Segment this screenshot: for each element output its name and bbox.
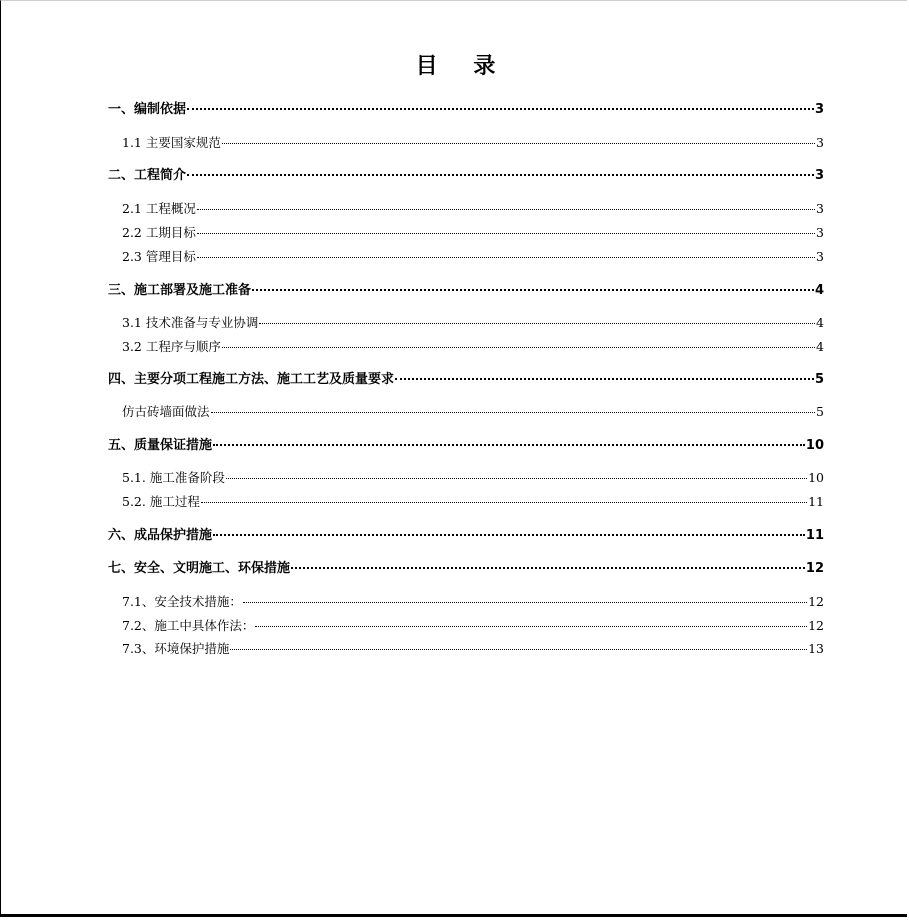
toc-entry-5[interactable] bbox=[108, 437, 824, 455]
toc-entry-page: 10 bbox=[808, 470, 824, 485]
dot-leader bbox=[255, 625, 807, 627]
toc-entry-label: 2.3 管理目标 bbox=[122, 249, 196, 264]
toc-entry-label: 仿古砖墙面做法 bbox=[122, 404, 210, 419]
toc-entry-page: 12 bbox=[808, 594, 824, 609]
toc-entry-page: 4 bbox=[814, 283, 824, 298]
dot-leader bbox=[197, 256, 815, 258]
dot-leader bbox=[213, 443, 805, 446]
dot-leader bbox=[201, 501, 807, 503]
dot-leader bbox=[187, 107, 814, 110]
toc-entry-label: 1.1 主要国家规范 bbox=[122, 135, 221, 150]
toc-entry-7-3[interactable] bbox=[122, 640, 824, 658]
dot-leader bbox=[197, 208, 815, 210]
toc-entry-2-2[interactable] bbox=[122, 224, 824, 242]
toc-entry-page: 3 bbox=[816, 201, 824, 216]
toc-entry-label: 2.2 工期目标 bbox=[122, 225, 196, 240]
dot-leader bbox=[259, 322, 815, 324]
toc-entry-label: 7.2、施工中具体作法： bbox=[122, 618, 255, 633]
toc-entry-2-3[interactable] bbox=[122, 248, 824, 266]
toc-entry-label: 7.3、环境保护措施 bbox=[122, 641, 230, 656]
dot-leader bbox=[197, 232, 815, 234]
toc-entry-page: 3 bbox=[816, 135, 824, 150]
dot-leader bbox=[252, 288, 814, 291]
toc-entry-page: 10 bbox=[805, 438, 824, 453]
toc-entry-6[interactable] bbox=[108, 527, 824, 545]
toc-entry-page: 13 bbox=[808, 641, 824, 656]
dot-leader bbox=[243, 601, 807, 603]
toc-entry-page: 5 bbox=[816, 404, 824, 419]
toc-entry-3-2[interactable] bbox=[122, 338, 824, 356]
toc-entry-page: 4 bbox=[816, 315, 824, 330]
toc-entry-label: 三、施工部署及施工准备 bbox=[108, 283, 252, 298]
toc-entry-1[interactable] bbox=[108, 101, 824, 119]
toc-entry-page: 4 bbox=[816, 339, 824, 354]
toc-entry-7[interactable] bbox=[108, 560, 824, 578]
toc-entry-3[interactable] bbox=[108, 282, 824, 300]
toc-entry-2[interactable] bbox=[108, 167, 824, 185]
dot-leader bbox=[226, 477, 807, 479]
toc-entry-label: 3.1 技术准备与专业协调 bbox=[122, 315, 259, 330]
toc-entry-4-1[interactable] bbox=[122, 403, 824, 421]
toc-entry-4[interactable] bbox=[108, 371, 824, 389]
toc-entry-page: 3 bbox=[814, 168, 824, 183]
toc-entry-7-1[interactable] bbox=[122, 593, 824, 611]
toc-entry-label: 一、编制依据 bbox=[108, 102, 187, 117]
toc-entry-page: 3 bbox=[816, 225, 824, 240]
dot-leader bbox=[222, 346, 815, 348]
toc-entry-page: 11 bbox=[808, 494, 824, 509]
toc-entry-1-1[interactable] bbox=[122, 134, 824, 152]
toc-entry-label: 七、安全、文明施工、环保措施 bbox=[108, 561, 291, 576]
dot-leader bbox=[230, 648, 807, 650]
toc-entry-page: 5 bbox=[814, 372, 824, 387]
toc-entry-5-2[interactable] bbox=[122, 493, 824, 511]
dot-leader bbox=[291, 566, 805, 569]
toc-entry-2-1[interactable] bbox=[122, 200, 824, 218]
toc-entry-label: 五、质量保证措施 bbox=[108, 438, 213, 453]
dot-leader bbox=[211, 411, 816, 413]
toc-entry-label: 5.1. 施工准备阶段 bbox=[122, 470, 225, 485]
toc-entry-label: 5.2. 施工过程 bbox=[122, 494, 200, 509]
toc-entry-label: 六、成品保护措施 bbox=[108, 528, 213, 543]
toc-entry-page: 12 bbox=[805, 561, 824, 576]
dot-leader bbox=[222, 142, 815, 144]
toc-entry-page: 11 bbox=[805, 528, 824, 543]
toc-title: 目 录 bbox=[415, 54, 510, 79]
toc-entry-label: 二、工程简介 bbox=[108, 168, 187, 183]
toc-entry-page: 3 bbox=[816, 249, 824, 264]
dot-leader bbox=[395, 377, 814, 380]
toc-entry-page: 3 bbox=[814, 102, 824, 117]
dot-leader bbox=[213, 533, 805, 536]
toc-entry-page: 12 bbox=[808, 618, 824, 633]
toc-entry-label: 3.2 工程序与顺序 bbox=[122, 339, 221, 354]
toc-entry-label: 2.1 工程概况 bbox=[122, 201, 196, 216]
toc-entry-label: 四、主要分项工程施工方法、施工工艺及质量要求 bbox=[108, 372, 395, 387]
dot-leader bbox=[187, 173, 814, 176]
toc-entry-5-1[interactable] bbox=[122, 469, 824, 487]
toc-entry-3-1[interactable] bbox=[122, 314, 824, 332]
toc-entry-7-2[interactable] bbox=[122, 617, 824, 635]
toc-entry-label: 7.1、安全技术措施： bbox=[122, 594, 242, 609]
